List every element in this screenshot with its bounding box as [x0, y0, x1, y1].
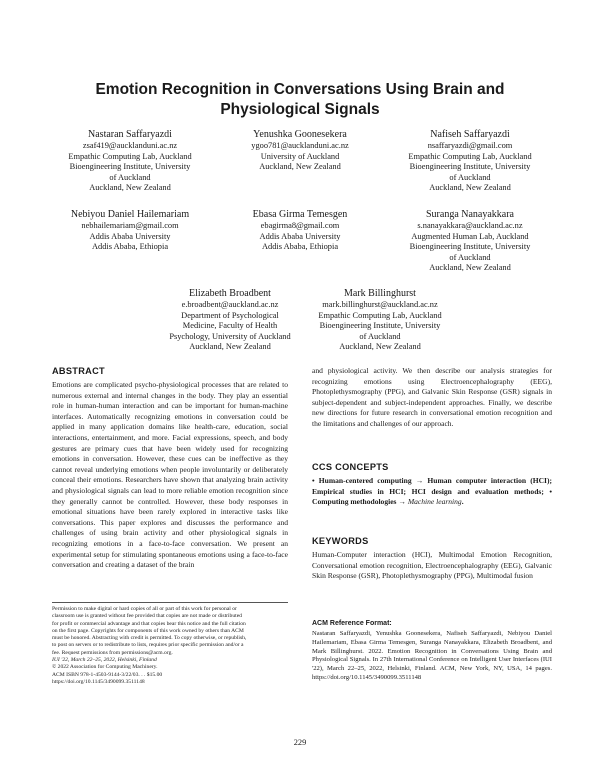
- author-block: [390, 208, 550, 274]
- acm-reference-text: Nastaran Saffaryazdi, Yenushka Goonesekera, Nafiseh Saffaryazdi, Nebiyou Daniel Hailemariam, Ebasa Girma Temesgen, Suranga Nanayakkara, Elizabeth Broadbent, and Mark Billinghurst. 2022. Emotion Recognition in Conversations Using Brain and Physiological Signals. In 27th International Conference on Intelligent User Interfaces (IUI '22), March 22–25, 2022, Helsinki, Finland. ACM, New York, NY, USA, 14 pages. https://doi.org/10.1145/3490099.3511148: [312, 630, 552, 681]
- author-block: [220, 128, 380, 173]
- acm-reference-heading: ACM Reference Format:: [312, 620, 392, 627]
- footnote-line: must be honored. Abstracting with credit is permitted. To copy otherwise, or republish,: [52, 635, 247, 642]
- footnote-line: to post on servers or to redistribute to lists, requires prior specific permission and/or a: [52, 642, 244, 649]
- author-location: Auckland, New Zealand: [429, 263, 511, 273]
- author-block: [50, 128, 210, 194]
- footnote-copyright: © 2022 Association for Computing Machinery.: [52, 664, 158, 671]
- author-email: ygoo781@aucklanduni.ac.nz: [251, 141, 349, 150]
- title-line-1: Emotion Recognition in Conversations Using Brain and: [95, 81, 505, 98]
- author-name: Elizabeth Broadbent: [189, 288, 271, 299]
- footnote-line: Permission to make digital or hard copies of all or part of this work for personal or: [52, 606, 237, 612]
- author-name: Suranga Nanayakkara: [425, 209, 514, 220]
- footnote-line: on the first page. Copyrights for components of this work owned by others than ACM: [52, 627, 244, 634]
- author-email: nsaffaryazdi@gmail.com: [427, 141, 513, 150]
- author-name: Yenushka Goonesekera: [253, 129, 347, 140]
- author-affiliation: Department of Psychological: [181, 310, 279, 320]
- author-name: Mark Billinghurst: [344, 288, 416, 299]
- author-name: Nastaran Saffaryazdi: [88, 129, 172, 140]
- footnote-rule: [52, 602, 288, 603]
- author-email: ebagirma8@gmail.com: [260, 221, 340, 230]
- author-email: nebhailemariam@gmail.com: [81, 221, 179, 230]
- author-location: Auckland, New Zealand: [339, 342, 421, 352]
- author-location: Auckland, New Zealand: [429, 183, 511, 193]
- author-block: [40, 208, 220, 253]
- author-location: Auckland, New Zealand: [189, 342, 271, 352]
- author-affiliation: of Auckland: [359, 331, 401, 341]
- author-name: Nebiyou Daniel Hailemariam: [70, 209, 190, 220]
- author-affiliation: Bioengineering Institute, University: [319, 321, 441, 331]
- ccs-concepts: • Human-centered computing → Human computer interaction (HCI); Empirical studies in HCI; HCI design and evaluation methods; • Computing methodologies →: [312, 476, 552, 507]
- author-affiliation: of Auckland: [449, 252, 491, 262]
- footnote-isbn: ACM ISBN 978-1-4503-9144-3/22/03. . . $15.00: [52, 671, 163, 678]
- ccs-end: .: [461, 497, 464, 507]
- abstract-text-left: Emotions are complicated psycho-physiological processes that are related to numerous external and internal changes in the body. They play an essential role in human-human interaction and can be important for human-machine interfaces. Automatically recognizing emotions in conversation could be applied in many application domains like health-care, education, social interactions, entertainment, and more. Facial expressions, speech, and body gestures are primary cues that have been widely used for recognizing emotions in conversation. However, these cues can be ineffective as they cannot reveal underlying emotions when people involuntarily or deliberately conceal their emotions. Researchers have shown that analyzing brain activity and physiological signals can lead to more reliable emotion recognition since they generally cannot be controlled. However, these body responses in emotional situations have been rarely explored in interactive tasks like conversations. This paper explores and discusses the performance and challenges of using brain activity and other physiological signals in recognizing emotions in a face-to-face conversation. We present an experimental setup for stimulating spontaneous emotions using a face-to-face conversation and creating a dataset of the brain: [52, 380, 288, 570]
- abstract-text-right: and physiological activity. We then describe our analysis strategies for recognizing emotions using Electroencephalography (EEG), Photoplethysmography (PPG), and Galvanic Skin Response (GSR) signals in subject-dependent and subject-independent approaches. Finally, we describe new directions for future research in conversational emotion recognition and the limitations and challenges of our approach.: [312, 366, 552, 428]
- author-block: [300, 287, 460, 353]
- permission-footnote: [52, 606, 288, 686]
- page-number: 229: [293, 738, 307, 747]
- author-affiliation: Psychology, University of Auckland: [169, 331, 291, 341]
- author-location: Auckland, New Zealand: [259, 162, 341, 172]
- author-email: zsaf419@aucklanduni.ac.nz: [82, 141, 178, 150]
- footnote-doi: https://doi.org/10.1145/3490099.3511148: [52, 678, 145, 685]
- author-affiliation: Bioengineering Institute, University: [69, 162, 191, 172]
- author-affiliation: of Auckland: [109, 172, 151, 182]
- title-line-2: Physiological Signals: [220, 101, 380, 118]
- keywords-heading: KEYWORDS: [312, 536, 369, 546]
- author-location: Auckland, New Zealand: [89, 183, 171, 193]
- author-affiliation: Bioengineering Institute, University: [409, 162, 531, 172]
- author-affiliation: Addis Ababa University: [259, 231, 341, 241]
- author-block: [150, 287, 310, 353]
- author-affiliation: Bioengineering Institute, University: [409, 242, 531, 252]
- footnote-venue: IUI '22, March 22–25, 2022, Helsinki, Finland: [52, 657, 157, 664]
- author-block: [220, 208, 380, 253]
- author-email: e.broadbent@auckland.ac.nz: [181, 300, 279, 309]
- author-location: Addis Ababa, Ethiopia: [261, 242, 339, 252]
- author-affiliation: of Auckland: [449, 172, 491, 182]
- author-affiliation: Medicine, Faculty of Health: [182, 321, 278, 331]
- author-email: mark.billinghurst@auckland.ac.nz: [322, 300, 438, 309]
- author-location: Addis Ababa, Ethiopia: [91, 242, 169, 252]
- author-block: [390, 128, 550, 194]
- author-affiliation: Addis Ababa University: [89, 231, 171, 241]
- author-affiliation: Augmented Human Lab, Auckland: [411, 231, 529, 241]
- footnote-line: fee. Request permissions from permissions@acm.org.: [52, 649, 173, 656]
- author-name: Nafiseh Saffaryazdi: [430, 129, 510, 140]
- author-affiliation: University of Auckland: [260, 151, 340, 161]
- ccs-text: [312, 476, 552, 508]
- author-affiliation: Empathic Computing Lab, Auckland: [318, 310, 442, 320]
- ccs-heading: CCS CONCEPTS: [312, 462, 389, 472]
- footnote-line: for profit or commercial advantage and that copies bear this notice and the full citation: [52, 620, 246, 627]
- author-email: s.nanayakkara@auckland.ac.nz: [417, 221, 523, 230]
- author-name: Ebasa Girma Temesgen: [252, 209, 348, 220]
- keywords-text: Human-Computer interaction (HCI), Multimodal Emotion Recognition, Conversational emotion recognition, Electroencephalography (EEG), Galvanic Skin Response (GSR), Photoplethysmography (PPG), Multimodal fusion: [312, 550, 552, 581]
- author-affiliation: Empathic Computing Lab, Auckland: [408, 151, 532, 161]
- ccs-italic-term: Machine learning: [407, 497, 462, 507]
- footnote-line: classroom use is granted without fee provided that copies are not made or distributed: [52, 613, 242, 620]
- abstract-heading: ABSTRACT: [52, 366, 105, 376]
- paper-title: [60, 80, 540, 120]
- author-affiliation: Empathic Computing Lab, Auckland: [68, 151, 192, 161]
